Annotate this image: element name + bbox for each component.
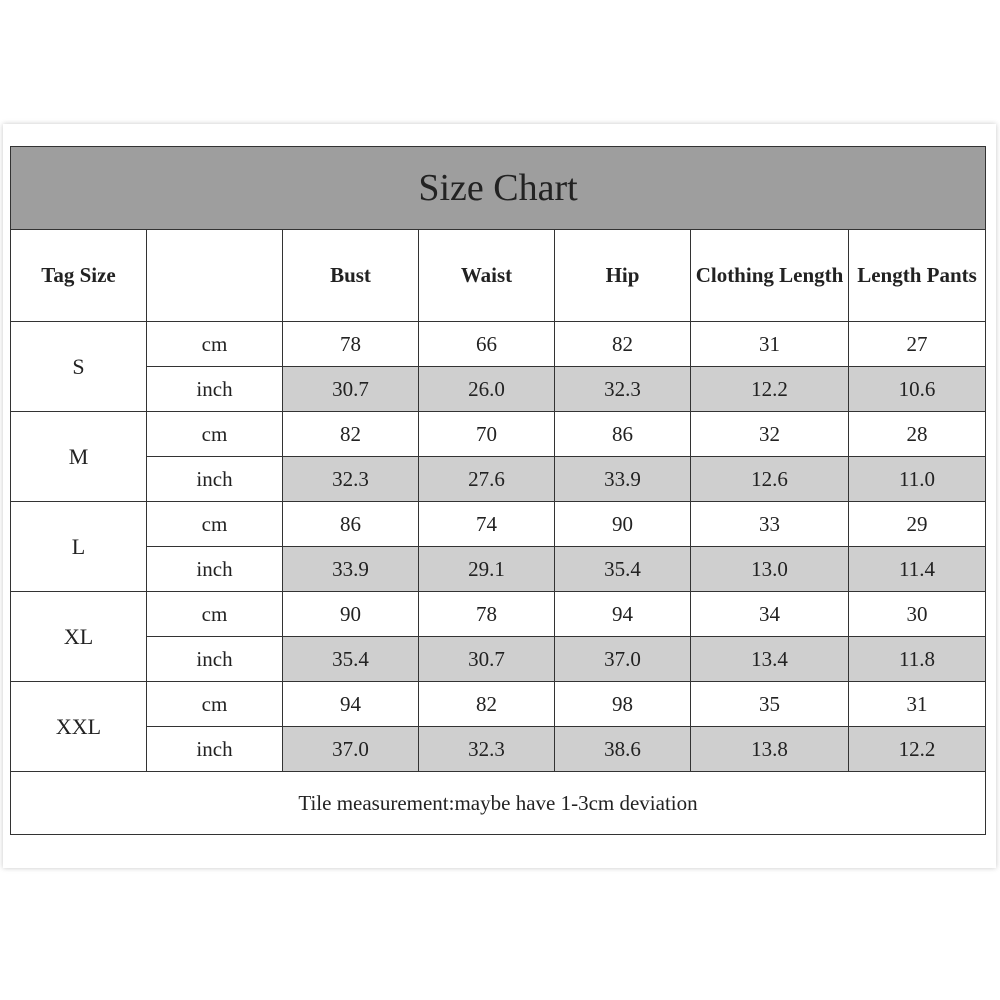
- table-row: [11, 547, 986, 592]
- length-pants-inch: 11.8: [849, 637, 986, 682]
- size-label-l: L: [11, 502, 147, 592]
- length-pants-cm: 31: [849, 682, 986, 727]
- unit-label: inch: [147, 637, 283, 682]
- clothing-length-cm: 31: [691, 322, 849, 367]
- header-bust: Bust: [283, 230, 419, 322]
- size-chart-table: [10, 146, 986, 835]
- waist-cm: 82: [419, 682, 555, 727]
- clothing-length-inch: 13.8: [691, 727, 849, 772]
- table-row: [11, 727, 986, 772]
- length-pants-inch: 10.6: [849, 367, 986, 412]
- bust-cm: 94: [283, 682, 419, 727]
- clothing-length-cm: 32: [691, 412, 849, 457]
- clothing-length-cm: 34: [691, 592, 849, 637]
- length-pants-inch: 11.4: [849, 547, 986, 592]
- unit-label: cm: [147, 412, 283, 457]
- header-hip: Hip: [555, 230, 691, 322]
- waist-inch: 27.6: [419, 457, 555, 502]
- hip-inch: 37.0: [555, 637, 691, 682]
- header-unit: [147, 230, 283, 322]
- table-row: [11, 367, 986, 412]
- hip-inch: 32.3: [555, 367, 691, 412]
- unit-label: inch: [147, 547, 283, 592]
- waist-inch: 26.0: [419, 367, 555, 412]
- waist-cm: 70: [419, 412, 555, 457]
- table-row: [11, 637, 986, 682]
- size-label-xxl: XXL: [11, 682, 147, 772]
- clothing-length-inch: 12.2: [691, 367, 849, 412]
- header-length-pants: Length Pants: [849, 230, 986, 322]
- length-pants-inch: 12.2: [849, 727, 986, 772]
- hip-cm: 90: [555, 502, 691, 547]
- bust-cm: 90: [283, 592, 419, 637]
- table-row: [11, 322, 986, 367]
- clothing-length-inch: 13.4: [691, 637, 849, 682]
- unit-label: cm: [147, 322, 283, 367]
- bust-cm: 78: [283, 322, 419, 367]
- measurement-note: Tile measurement:maybe have 1-3cm deviation: [11, 772, 986, 835]
- unit-label: cm: [147, 682, 283, 727]
- size-label-m: M: [11, 412, 147, 502]
- waist-inch: 32.3: [419, 727, 555, 772]
- bust-inch: 32.3: [283, 457, 419, 502]
- hip-cm: 82: [555, 322, 691, 367]
- hip-inch: 38.6: [555, 727, 691, 772]
- unit-label: cm: [147, 502, 283, 547]
- table-row: [11, 412, 986, 457]
- hip-cm: 94: [555, 592, 691, 637]
- clothing-length-cm: 35: [691, 682, 849, 727]
- bust-inch: 35.4: [283, 637, 419, 682]
- table-row: [11, 457, 986, 502]
- clothing-length-inch: 13.0: [691, 547, 849, 592]
- unit-label: inch: [147, 367, 283, 412]
- unit-label: inch: [147, 457, 283, 502]
- waist-inch: 30.7: [419, 637, 555, 682]
- size-label-s: S: [11, 322, 147, 412]
- header-row: [11, 230, 986, 322]
- table-row: [11, 592, 986, 637]
- hip-inch: 35.4: [555, 547, 691, 592]
- waist-cm: 78: [419, 592, 555, 637]
- unit-label: cm: [147, 592, 283, 637]
- hip-cm: 98: [555, 682, 691, 727]
- header-clothing-length: Clothing Length: [691, 230, 849, 322]
- table-row: [11, 682, 986, 727]
- size-label-xl: XL: [11, 592, 147, 682]
- table-row: [11, 502, 986, 547]
- hip-inch: 33.9: [555, 457, 691, 502]
- waist-cm: 66: [419, 322, 555, 367]
- bust-inch: 30.7: [283, 367, 419, 412]
- length-pants-cm: 27: [849, 322, 986, 367]
- length-pants-cm: 28: [849, 412, 986, 457]
- header-tag-size: Tag Size: [11, 230, 147, 322]
- bust-inch: 37.0: [283, 727, 419, 772]
- bust-inch: 33.9: [283, 547, 419, 592]
- length-pants-cm: 30: [849, 592, 986, 637]
- length-pants-inch: 11.0: [849, 457, 986, 502]
- clothing-length-inch: 12.6: [691, 457, 849, 502]
- length-pants-cm: 29: [849, 502, 986, 547]
- bust-cm: 82: [283, 412, 419, 457]
- waist-inch: 29.1: [419, 547, 555, 592]
- size-chart-title: Size Chart: [11, 147, 986, 230]
- clothing-length-cm: 33: [691, 502, 849, 547]
- hip-cm: 86: [555, 412, 691, 457]
- unit-label: inch: [147, 727, 283, 772]
- header-waist: Waist: [419, 230, 555, 322]
- bust-cm: 86: [283, 502, 419, 547]
- waist-cm: 74: [419, 502, 555, 547]
